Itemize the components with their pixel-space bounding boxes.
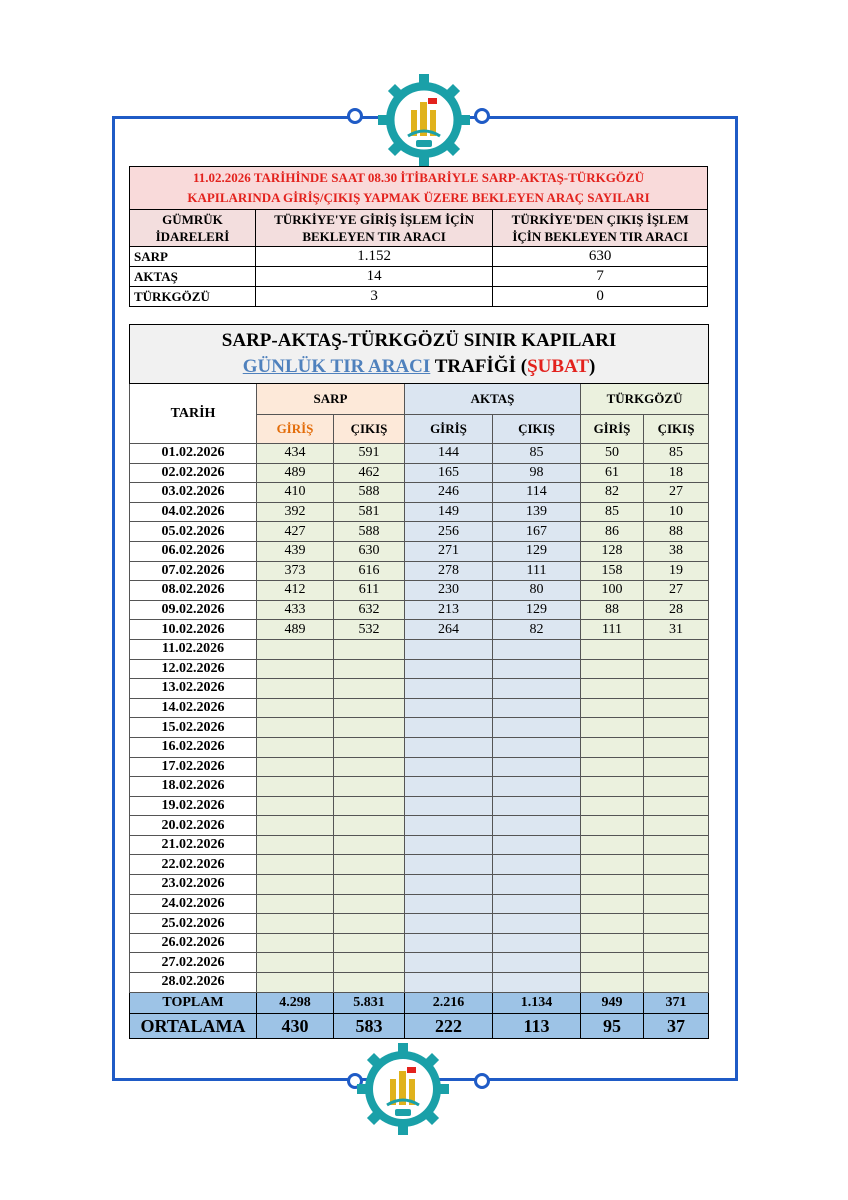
traffic-title-end: ) xyxy=(589,356,596,377)
col-customs-line2: İDARELERİ xyxy=(155,229,230,244)
sarp-cikis-cell: 630 xyxy=(334,541,405,561)
table-row xyxy=(130,502,709,522)
table-row xyxy=(130,698,709,718)
turkgozu-giris-cell xyxy=(581,855,644,875)
sarp-cikis-cell: 616 xyxy=(334,561,405,581)
sarp-giris-cell xyxy=(257,737,334,757)
aktas-cikis-cell xyxy=(493,718,581,738)
turkgozu-cikis-cell: 19 xyxy=(644,561,709,581)
sarp-cikis-cell xyxy=(334,679,405,699)
traffic-title-line1: SARP-AKTAŞ-TÜRKGÖZÜ SINIR KAPILARI xyxy=(221,330,617,351)
turkgozu-giris-cell xyxy=(581,659,644,679)
aktas-giris-cell xyxy=(405,796,493,816)
turkgozu-giris-cell xyxy=(581,757,644,777)
sarp-cikis-cell xyxy=(334,894,405,914)
aktas-giris-cell xyxy=(405,718,493,738)
sarp-cikis-cell xyxy=(334,933,405,953)
total-label: TOPLAM xyxy=(130,992,257,1013)
sarp-cikis-cell xyxy=(334,855,405,875)
waiting-title-line1: 11.02.2026 TARİHİNDE SAAT 08.30 İTİBARİYLE SARP-AKTAŞ-TÜRKGÖZÜ xyxy=(193,170,644,185)
date-cell: 27.02.2026 xyxy=(130,953,257,973)
frame-ring-bottom-right xyxy=(474,1073,490,1089)
aktas-giris-cell xyxy=(405,953,493,973)
col-exit-waiting xyxy=(493,210,708,247)
exit-count: 7 xyxy=(493,267,708,287)
table-row xyxy=(130,561,709,581)
table-row xyxy=(130,737,709,757)
table-row xyxy=(130,777,709,797)
average-sarp-cikis: 583 xyxy=(334,1013,405,1038)
sarp-giris-header: GİRİŞ xyxy=(257,415,334,444)
waiting-title xyxy=(130,167,708,210)
turkgozu-giris-cell: 88 xyxy=(581,600,644,620)
aktas-cikis-cell xyxy=(493,933,581,953)
table-row xyxy=(130,522,709,542)
date-cell: 02.02.2026 xyxy=(130,463,257,483)
table-row xyxy=(130,914,709,934)
date-cell: 19.02.2026 xyxy=(130,796,257,816)
table-row xyxy=(130,835,709,855)
turkgozu-giris-cell xyxy=(581,796,644,816)
turkgozu-cikis-cell xyxy=(644,816,709,836)
aktas-cikis-cell: 82 xyxy=(493,620,581,640)
table-row xyxy=(130,444,709,464)
aktas-giris-cell xyxy=(405,777,493,797)
chamber-logo-top xyxy=(378,74,470,166)
sarp-giris-cell xyxy=(257,757,334,777)
aktas-giris-header: GİRİŞ xyxy=(405,415,493,444)
sarp-giris-cell xyxy=(257,639,334,659)
sarp-giris-cell xyxy=(257,894,334,914)
turkgozu-giris-cell xyxy=(581,953,644,973)
sarp-cikis-cell xyxy=(334,659,405,679)
sarp-cikis-cell xyxy=(334,875,405,895)
turkgozu-giris-cell xyxy=(581,679,644,699)
aktas-cikis-cell xyxy=(493,777,581,797)
sarp-cikis-cell: 632 xyxy=(334,600,405,620)
aktas-giris-cell xyxy=(405,816,493,836)
group-turkgozu-header: TÜRKGÖZÜ xyxy=(581,384,709,415)
table-row xyxy=(130,463,709,483)
turkgozu-cikis-cell xyxy=(644,875,709,895)
average-turkgozu-giris: 95 xyxy=(581,1013,644,1038)
col-exit-line1: TÜRKİYE'DEN ÇIKIŞ İŞLEM xyxy=(511,212,689,227)
traffic-title-mid: TRAFİĞİ ( xyxy=(430,356,528,377)
col-date-header: TARİH xyxy=(130,384,257,444)
table-row xyxy=(130,247,708,267)
aktas-cikis-cell: 85 xyxy=(493,444,581,464)
date-cell: 06.02.2026 xyxy=(130,541,257,561)
date-cell: 09.02.2026 xyxy=(130,600,257,620)
sarp-giris-cell xyxy=(257,835,334,855)
aktas-cikis-cell xyxy=(493,855,581,875)
aktas-cikis-cell xyxy=(493,796,581,816)
date-cell: 12.02.2026 xyxy=(130,659,257,679)
turkgozu-giris-cell xyxy=(581,718,644,738)
exit-count: 0 xyxy=(493,287,708,307)
sarp-cikis-cell xyxy=(334,639,405,659)
aktas-cikis-cell xyxy=(493,894,581,914)
aktas-giris-cell xyxy=(405,737,493,757)
date-cell: 15.02.2026 xyxy=(130,718,257,738)
turkgozu-cikis-cell xyxy=(644,894,709,914)
sarp-cikis-cell xyxy=(334,698,405,718)
turkgozu-cikis-cell: 88 xyxy=(644,522,709,542)
group-sarp-header: SARP xyxy=(257,384,405,415)
total-aktas-giris: 2.216 xyxy=(405,992,493,1013)
total-aktas-cikis: 1.134 xyxy=(493,992,581,1013)
frame-ring-top-right xyxy=(474,108,490,124)
date-cell: 13.02.2026 xyxy=(130,679,257,699)
date-cell: 14.02.2026 xyxy=(130,698,257,718)
sarp-cikis-cell: 591 xyxy=(334,444,405,464)
sarp-cikis-cell xyxy=(334,816,405,836)
col-entry-line2: BEKLEYEN TIR ARACI xyxy=(302,229,446,244)
table-row xyxy=(130,718,709,738)
average-label: ORTALAMA xyxy=(130,1013,257,1038)
waiting-title-line2: KAPILARINDA GİRİŞ/ÇIKIŞ YAPMAK ÜZERE BEKLEYEN ARAÇ SAYILARI xyxy=(187,190,650,205)
col-entry-waiting xyxy=(255,210,493,247)
col-customs-line1: GÜMRÜK xyxy=(162,212,223,227)
average-row xyxy=(130,1013,709,1038)
aktas-giris-cell xyxy=(405,679,493,699)
table-row xyxy=(130,796,709,816)
aktas-giris-cell: 144 xyxy=(405,444,493,464)
date-cell: 04.02.2026 xyxy=(130,502,257,522)
aktas-cikis-cell: 80 xyxy=(493,581,581,601)
table-row xyxy=(130,659,709,679)
sarp-giris-cell xyxy=(257,659,334,679)
turkgozu-giris-cell xyxy=(581,816,644,836)
aktas-cikis-cell xyxy=(493,639,581,659)
sarp-giris-cell: 434 xyxy=(257,444,334,464)
date-cell: 26.02.2026 xyxy=(130,933,257,953)
turkgozu-cikis-cell xyxy=(644,679,709,699)
aktas-giris-cell xyxy=(405,757,493,777)
total-sarp-cikis: 5.831 xyxy=(334,992,405,1013)
date-cell: 01.02.2026 xyxy=(130,444,257,464)
turkgozu-cikis-cell: 85 xyxy=(644,444,709,464)
date-cell: 16.02.2026 xyxy=(130,737,257,757)
total-turkgozu-giris: 949 xyxy=(581,992,644,1013)
table-row xyxy=(130,267,708,287)
table-row xyxy=(130,855,709,875)
entry-count: 3 xyxy=(255,287,493,307)
sarp-cikis-cell xyxy=(334,914,405,934)
date-cell: 17.02.2026 xyxy=(130,757,257,777)
aktas-giris-cell xyxy=(405,933,493,953)
turkgozu-giris-cell xyxy=(581,933,644,953)
turkgozu-giris-cell xyxy=(581,737,644,757)
turkgozu-cikis-cell xyxy=(644,796,709,816)
turkgozu-giris-cell xyxy=(581,639,644,659)
sarp-giris-cell xyxy=(257,933,334,953)
turkgozu-cikis-cell: 18 xyxy=(644,463,709,483)
sarp-cikis-cell xyxy=(334,777,405,797)
sarp-cikis-cell xyxy=(334,796,405,816)
aktas-giris-cell xyxy=(405,894,493,914)
date-cell: 20.02.2026 xyxy=(130,816,257,836)
aktas-giris-cell xyxy=(405,875,493,895)
traffic-body xyxy=(130,444,709,993)
aktas-cikis-cell xyxy=(493,914,581,934)
sarp-giris-cell: 489 xyxy=(257,620,334,640)
aktas-cikis-cell: 139 xyxy=(493,502,581,522)
date-cell: 25.02.2026 xyxy=(130,914,257,934)
average-aktas-cikis: 113 xyxy=(493,1013,581,1038)
table-row xyxy=(130,933,709,953)
frame-ring-top-left xyxy=(347,108,363,124)
chamber-logo-bottom xyxy=(357,1043,449,1135)
col-exit-line2: İÇİN BEKLEYEN TIR ARACI xyxy=(512,229,689,244)
date-cell: 21.02.2026 xyxy=(130,835,257,855)
aktas-cikis-cell: 129 xyxy=(493,600,581,620)
date-cell: 07.02.2026 xyxy=(130,561,257,581)
sarp-giris-cell xyxy=(257,777,334,797)
date-cell: 22.02.2026 xyxy=(130,855,257,875)
table-row xyxy=(130,581,709,601)
table-row xyxy=(130,973,709,993)
gate-name: TÜRKGÖZÜ xyxy=(130,287,256,307)
table-row xyxy=(130,287,708,307)
sarp-cikis-cell: 611 xyxy=(334,581,405,601)
entry-count: 1.152 xyxy=(255,247,493,267)
turkgozu-cikis-cell: 38 xyxy=(644,541,709,561)
turkgozu-giris-cell xyxy=(581,973,644,993)
waiting-trucks-table xyxy=(129,166,708,307)
turkgozu-cikis-cell xyxy=(644,914,709,934)
turkgozu-cikis-cell xyxy=(644,639,709,659)
aktas-giris-cell: 271 xyxy=(405,541,493,561)
aktas-giris-cell: 165 xyxy=(405,463,493,483)
aktas-giris-cell: 264 xyxy=(405,620,493,640)
date-cell: 24.02.2026 xyxy=(130,894,257,914)
date-cell: 28.02.2026 xyxy=(130,973,257,993)
sarp-giris-cell xyxy=(257,796,334,816)
turkgozu-giris-cell: 158 xyxy=(581,561,644,581)
sarp-giris-cell: 427 xyxy=(257,522,334,542)
sarp-giris-cell xyxy=(257,914,334,934)
turkgozu-giris-cell: 86 xyxy=(581,522,644,542)
aktas-cikis-cell xyxy=(493,816,581,836)
turkgozu-cikis-cell xyxy=(644,953,709,973)
table-row xyxy=(130,639,709,659)
traffic-title-blue: GÜNLÜK TIR ARACI xyxy=(242,356,431,377)
aktas-cikis-cell xyxy=(493,737,581,757)
turkgozu-giris-cell: 61 xyxy=(581,463,644,483)
chamber-gear-logo-icon xyxy=(378,74,470,166)
turkgozu-cikis-cell: 10 xyxy=(644,502,709,522)
gate-name: SARP xyxy=(130,247,256,267)
sarp-cikis-cell xyxy=(334,973,405,993)
date-cell: 18.02.2026 xyxy=(130,777,257,797)
aktas-cikis-cell: 111 xyxy=(493,561,581,581)
entry-count: 14 xyxy=(255,267,493,287)
turkgozu-cikis-cell xyxy=(644,777,709,797)
aktas-cikis-cell: 167 xyxy=(493,522,581,542)
turkgozu-cikis-cell xyxy=(644,855,709,875)
aktas-giris-cell xyxy=(405,973,493,993)
sarp-giris-cell: 489 xyxy=(257,463,334,483)
aktas-giris-cell: 213 xyxy=(405,600,493,620)
sarp-giris-cell xyxy=(257,718,334,738)
turkgozu-cikis-cell xyxy=(644,757,709,777)
sarp-giris-cell xyxy=(257,875,334,895)
date-cell: 11.02.2026 xyxy=(130,639,257,659)
turkgozu-giris-cell: 100 xyxy=(581,581,644,601)
sarp-cikis-cell xyxy=(334,737,405,757)
turkgozu-giris-cell xyxy=(581,875,644,895)
date-cell: 03.02.2026 xyxy=(130,483,257,503)
turkgozu-cikis-cell xyxy=(644,973,709,993)
turkgozu-cikis-cell xyxy=(644,737,709,757)
aktas-giris-cell: 256 xyxy=(405,522,493,542)
sarp-giris-cell xyxy=(257,855,334,875)
sarp-giris-cell: 392 xyxy=(257,502,334,522)
sarp-giris-cell xyxy=(257,973,334,993)
aktas-cikis-cell: 129 xyxy=(493,541,581,561)
sarp-giris-cell xyxy=(257,698,334,718)
table-row xyxy=(130,541,709,561)
sarp-cikis-header: ÇIKIŞ xyxy=(334,415,405,444)
table-row xyxy=(130,875,709,895)
sarp-cikis-cell xyxy=(334,953,405,973)
sarp-giris-cell: 412 xyxy=(257,581,334,601)
table-row xyxy=(130,953,709,973)
turkgozu-giris-cell: 85 xyxy=(581,502,644,522)
turkgozu-giris-cell: 82 xyxy=(581,483,644,503)
turkgozu-giris-cell: 128 xyxy=(581,541,644,561)
exit-count: 630 xyxy=(493,247,708,267)
group-aktas-header: AKTAŞ xyxy=(405,384,581,415)
sarp-cikis-cell xyxy=(334,835,405,855)
turkgozu-giris-cell xyxy=(581,698,644,718)
turkgozu-cikis-cell: 27 xyxy=(644,483,709,503)
sarp-giris-cell xyxy=(257,953,334,973)
turkgozu-cikis-cell xyxy=(644,718,709,738)
sarp-giris-cell: 373 xyxy=(257,561,334,581)
aktas-giris-cell xyxy=(405,639,493,659)
sarp-giris-cell: 410 xyxy=(257,483,334,503)
aktas-giris-cell: 230 xyxy=(405,581,493,601)
turkgozu-giris-header: GİRİŞ xyxy=(581,415,644,444)
chamber-gear-logo-icon xyxy=(357,1043,449,1135)
aktas-giris-cell xyxy=(405,855,493,875)
turkgozu-cikis-cell: 31 xyxy=(644,620,709,640)
aktas-cikis-cell: 98 xyxy=(493,463,581,483)
total-row xyxy=(130,992,709,1013)
sarp-cikis-cell: 581 xyxy=(334,502,405,522)
traffic-title-month: ŞUBAT xyxy=(527,356,590,377)
sarp-cikis-cell: 588 xyxy=(334,483,405,503)
gate-name: AKTAŞ xyxy=(130,267,256,287)
col-customs-offices xyxy=(130,210,256,247)
turkgozu-cikis-cell xyxy=(644,933,709,953)
date-cell: 08.02.2026 xyxy=(130,581,257,601)
aktas-cikis-cell xyxy=(493,679,581,699)
sarp-giris-cell: 433 xyxy=(257,600,334,620)
turkgozu-cikis-cell xyxy=(644,698,709,718)
turkgozu-cikis-cell: 27 xyxy=(644,581,709,601)
turkgozu-cikis-cell xyxy=(644,659,709,679)
turkgozu-cikis-cell xyxy=(644,835,709,855)
sarp-cikis-cell: 462 xyxy=(334,463,405,483)
aktas-giris-cell xyxy=(405,914,493,934)
table-row xyxy=(130,600,709,620)
sarp-giris-cell xyxy=(257,816,334,836)
aktas-cikis-cell xyxy=(493,659,581,679)
table-row xyxy=(130,757,709,777)
table-row xyxy=(130,894,709,914)
turkgozu-giris-cell: 111 xyxy=(581,620,644,640)
aktas-cikis-cell xyxy=(493,757,581,777)
date-cell: 23.02.2026 xyxy=(130,875,257,895)
turkgozu-giris-cell xyxy=(581,777,644,797)
turkgozu-giris-cell xyxy=(581,894,644,914)
total-turkgozu-cikis: 371 xyxy=(644,992,709,1013)
table-row xyxy=(130,620,709,640)
average-turkgozu-cikis: 37 xyxy=(644,1013,709,1038)
aktas-giris-cell: 246 xyxy=(405,483,493,503)
aktas-cikis-cell xyxy=(493,953,581,973)
daily-traffic-table xyxy=(129,324,709,1039)
table-row xyxy=(130,679,709,699)
average-aktas-giris: 222 xyxy=(405,1013,493,1038)
aktas-giris-cell xyxy=(405,835,493,855)
turkgozu-giris-cell: 50 xyxy=(581,444,644,464)
aktas-cikis-cell xyxy=(493,875,581,895)
aktas-giris-cell xyxy=(405,659,493,679)
aktas-cikis-cell: 114 xyxy=(493,483,581,503)
aktas-giris-cell xyxy=(405,698,493,718)
turkgozu-giris-cell xyxy=(581,914,644,934)
sarp-giris-cell: 439 xyxy=(257,541,334,561)
table-row xyxy=(130,483,709,503)
date-cell: 05.02.2026 xyxy=(130,522,257,542)
sarp-cikis-cell xyxy=(334,718,405,738)
aktas-cikis-header: ÇIKIŞ xyxy=(493,415,581,444)
traffic-title xyxy=(130,325,709,384)
sarp-cikis-cell: 588 xyxy=(334,522,405,542)
aktas-cikis-cell xyxy=(493,835,581,855)
turkgozu-cikis-cell: 28 xyxy=(644,600,709,620)
turkgozu-giris-cell xyxy=(581,835,644,855)
col-entry-line1: TÜRKİYE'YE GİRİŞ İŞLEM İÇİN xyxy=(274,212,474,227)
total-sarp-giris: 4.298 xyxy=(257,992,334,1013)
aktas-giris-cell: 149 xyxy=(405,502,493,522)
turkgozu-cikis-header: ÇIKIŞ xyxy=(644,415,709,444)
table-row xyxy=(130,816,709,836)
date-cell: 10.02.2026 xyxy=(130,620,257,640)
sarp-cikis-cell xyxy=(334,757,405,777)
sarp-giris-cell xyxy=(257,679,334,699)
aktas-cikis-cell xyxy=(493,698,581,718)
aktas-cikis-cell xyxy=(493,973,581,993)
aktas-giris-cell: 278 xyxy=(405,561,493,581)
average-sarp-giris: 430 xyxy=(257,1013,334,1038)
sarp-cikis-cell: 532 xyxy=(334,620,405,640)
